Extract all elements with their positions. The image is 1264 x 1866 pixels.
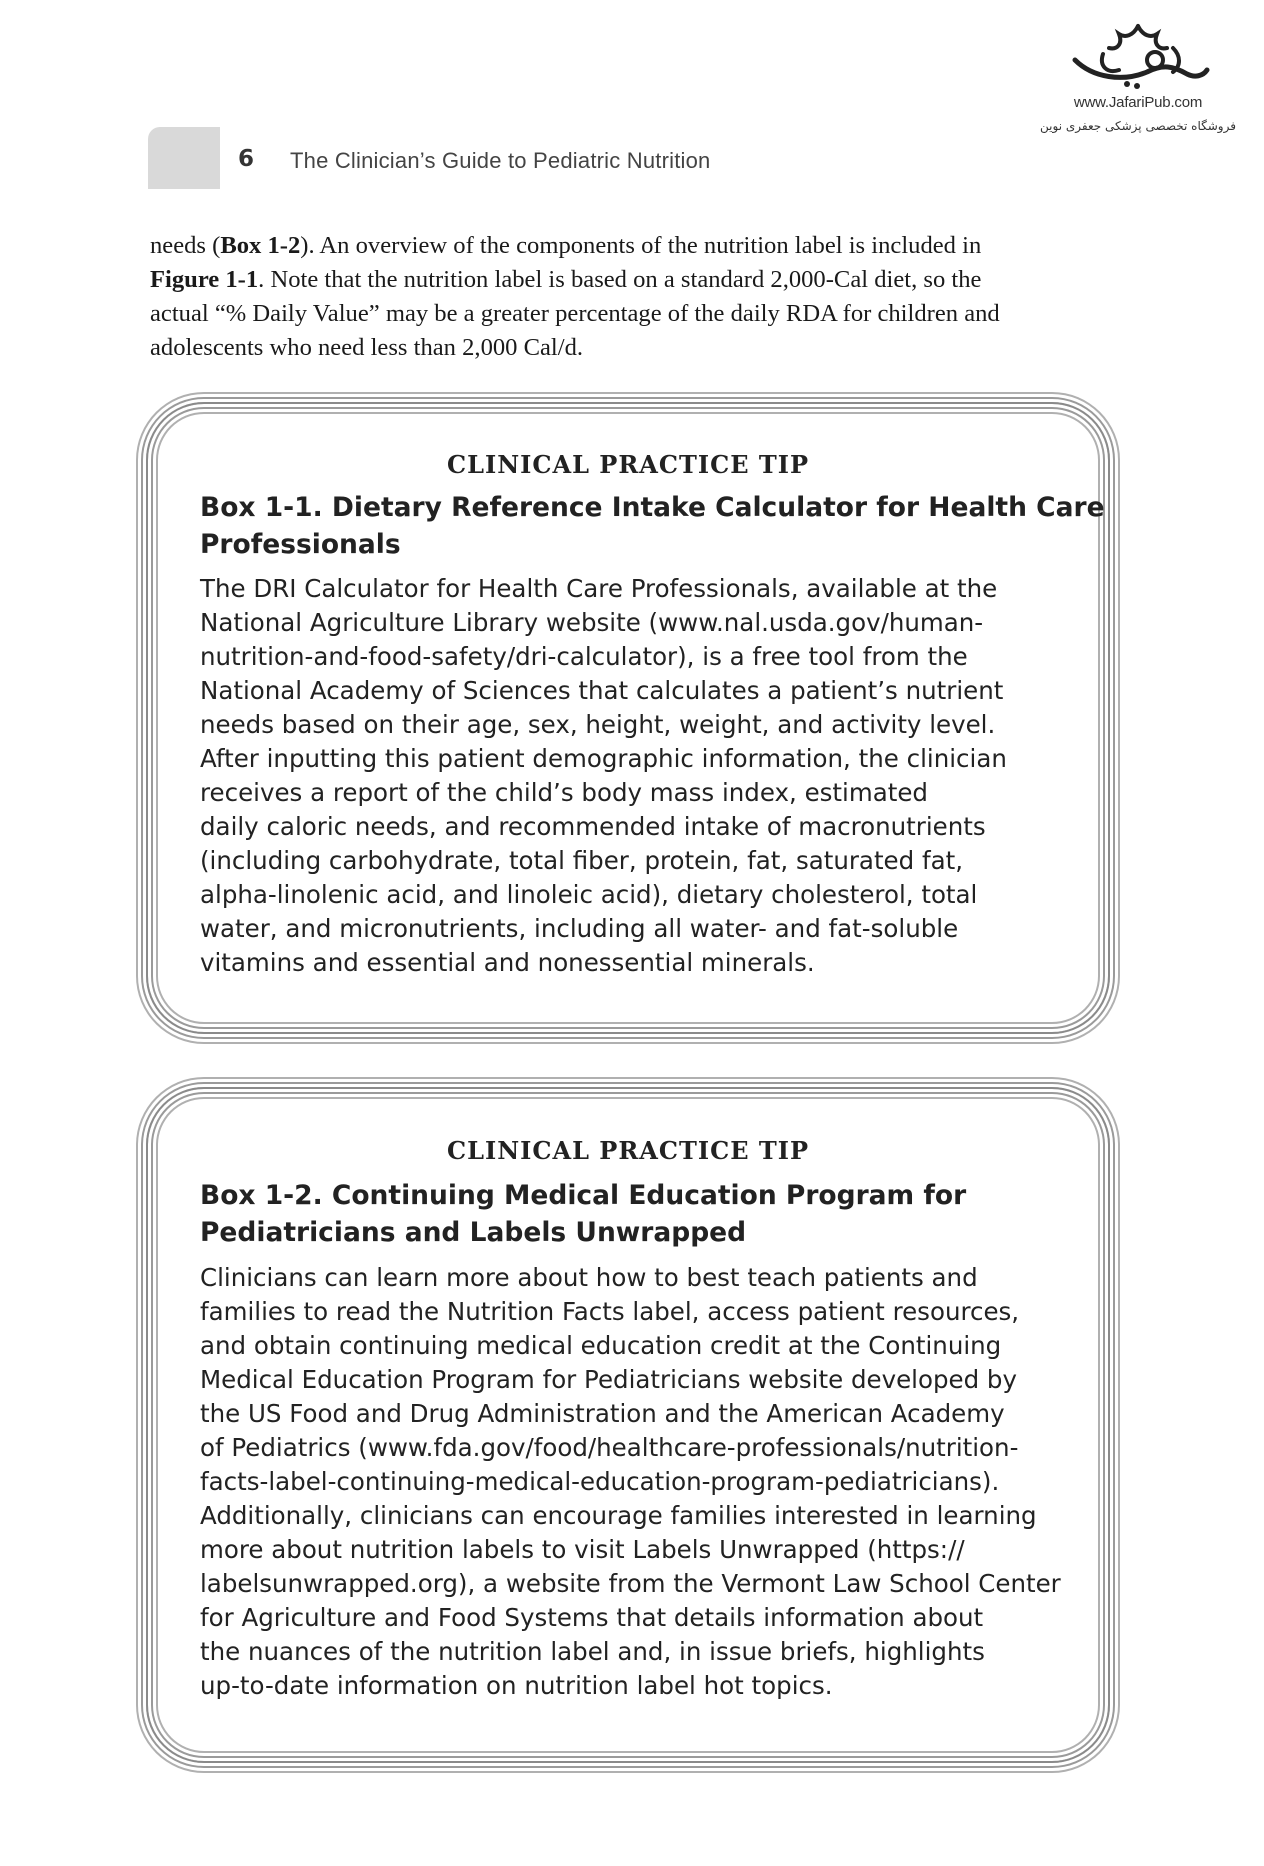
box-body xyxy=(200,1261,1080,1703)
tip-label: CLINICAL PRACTICE TIP xyxy=(446,450,809,479)
body-line: After inputting this patient demographic information, the clinician xyxy=(200,744,1007,773)
body-line: of Pediatrics (www.fda.gov/food/healthcare-professionals/nutrition- xyxy=(200,1433,1019,1462)
box-title-line: Box 1-1. Dietary Reference Intake Calculator for Health Care xyxy=(200,492,1105,523)
publisher-tagline: فروشگاه تخصصی پزشکی جعفری نوین xyxy=(1040,119,1236,133)
body-line: vitamins and essential and nonessential minerals. xyxy=(200,948,815,977)
text-run: . Note that the nutrition label is based on a standard 2,000-Cal diet, so the xyxy=(258,266,982,293)
page-number: 6 xyxy=(238,146,255,172)
box-title-line: Pediatricians and Labels Unwrapped xyxy=(200,1217,747,1248)
paragraph-line xyxy=(150,331,1080,365)
box-body xyxy=(200,572,1080,980)
paragraph-line xyxy=(150,229,1080,263)
text-run: actual “% Daily Value” may be a greater percentage of the daily RDA for children and xyxy=(150,300,1000,327)
body-line: daily caloric needs, and recommended intake of macronutrients xyxy=(200,812,986,841)
body-line: nutrition-and-food-safety/dri-calculator), is a free tool from the xyxy=(200,642,968,671)
body-line: alpha-linolenic acid, and linoleic acid), dietary cholesterol, total xyxy=(200,880,978,909)
running-title: The Clinician’s Guide to Pediatric Nutrition xyxy=(290,148,711,173)
paragraph-line xyxy=(150,297,1080,331)
paragraph-line xyxy=(150,263,1080,297)
body-line: more about nutrition labels to visit Labels Unwrapped (https:// xyxy=(200,1535,965,1564)
body-line: the US Food and Drug Administration and the American Academy xyxy=(200,1399,1005,1428)
body-line: National Academy of Sciences that calculates a patient’s nutrient xyxy=(200,676,1004,705)
body-line: the nuances of the nutrition label and, in issue briefs, highlights xyxy=(200,1637,985,1666)
body-line: receives a report of the child’s body mass index, estimated xyxy=(200,778,928,807)
body-line: facts-label-continuing-medical-education-program-pediatricians). xyxy=(200,1467,1000,1496)
text-run: adolescents who need less than 2,000 Cal/d. xyxy=(150,334,584,361)
body-line: for Agriculture and Food Systems that details information about xyxy=(200,1603,984,1632)
body-line: Additionally, clinicians can encourage families interested in learning xyxy=(200,1501,1037,1530)
clinical-tip-box-1 xyxy=(146,402,1110,1034)
header-tab xyxy=(148,127,220,189)
body-line: Medical Education Program for Pediatricians website developed by xyxy=(200,1365,1017,1394)
publisher-url: www.JafariPub.com xyxy=(1073,94,1203,111)
body-line: Clinicians can learn more about how to best teach patients and xyxy=(200,1263,978,1292)
body-line: up-to-date information on nutrition label hot topics. xyxy=(200,1671,833,1700)
body-line: water, and micronutrients, including all water- and fat-soluble xyxy=(200,914,959,943)
body-line: needs based on their age, sex, height, weight, and activity level. xyxy=(200,710,996,739)
watermark xyxy=(1028,20,1248,133)
body-line: and obtain continuing medical education credit at the Continuing xyxy=(200,1331,1002,1360)
text-run: needs ( xyxy=(150,232,221,259)
body-line: (including carbohydrate, total fiber, protein, fat, saturated fat, xyxy=(200,846,963,875)
tip-label: CLINICAL PRACTICE TIP xyxy=(446,1136,809,1165)
clinical-tip-box-2 xyxy=(146,1087,1110,1763)
box-title xyxy=(200,1177,1080,1251)
publisher-logo-icon xyxy=(1063,20,1213,92)
intro-paragraph xyxy=(150,229,1080,365)
body-line: labelsunwrapped.org), a website from the Vermont Law School Center xyxy=(200,1569,1061,1598)
body-line: families to read the Nutrition Facts label, access patient resources, xyxy=(200,1297,1020,1326)
body-line: The DRI Calculator for Health Care Professionals, available at the xyxy=(200,574,998,603)
box-title-line: Box 1-2. Continuing Medical Education Program for xyxy=(200,1180,967,1211)
cross-reference: Box 1-2 xyxy=(220,232,301,259)
body-line: National Agriculture Library website (www.nal.usda.gov/human- xyxy=(200,608,984,637)
box-title xyxy=(200,489,1105,563)
box-title-line: Professionals xyxy=(200,529,401,560)
text-run: ). An overview of the components of the nutrition label is included in xyxy=(300,232,982,259)
cross-reference: Figure 1-1 xyxy=(150,266,259,293)
